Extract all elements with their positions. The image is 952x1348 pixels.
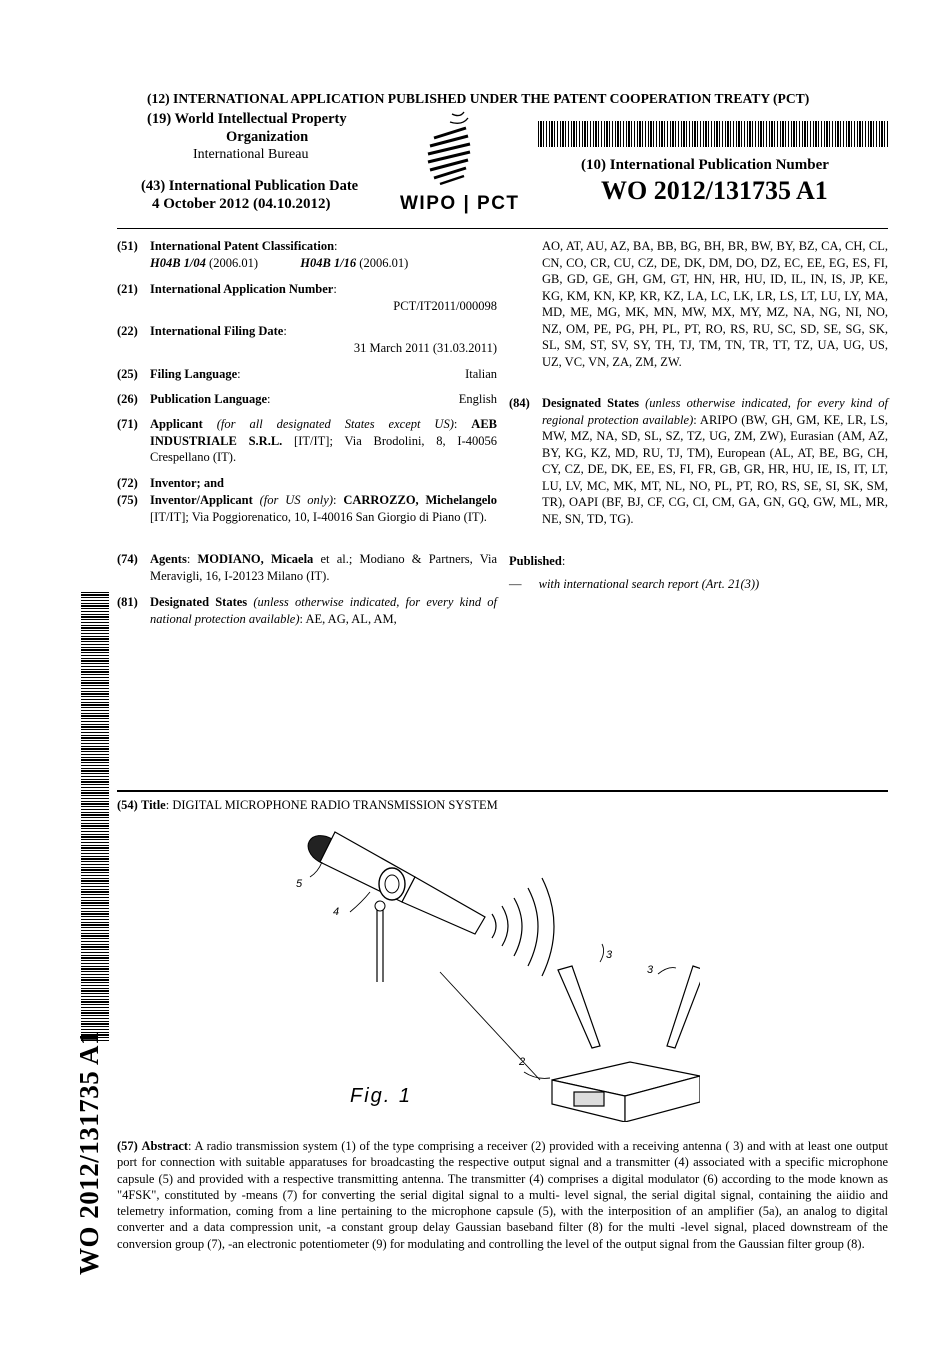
pub-number-label: (10) International Publication Number [581,157,829,173]
pub-date: 4 October 2012 (04.10.2012) [152,196,331,212]
figure-ref-4: 4 [333,906,340,918]
header-rule [117,228,888,229]
published-entry: — with international search report (Art. 21(3)) [509,577,760,591]
figure-label: Fig. 1 [350,1085,413,1107]
wipo-org-name-2: Organization [226,129,309,145]
bureau-label: International Bureau [193,147,309,162]
figure-ref-3b: 3 [647,964,654,976]
field-26: (26) Publication Language: English [117,392,497,406]
title-field: (54) Title: DIGITAL MICROPHONE RADIO TRANSMISSION SYSTEM [117,798,498,812]
antenna-icon [558,966,700,1048]
figure-ref-5: 5 [296,878,303,890]
barcode-horizontal [538,121,888,147]
field-74: (74) Agents: MODIANO, Micaela et al.; Modiano & Partners, Via Meravigli, 16, I-20123 Milano (IT). [117,552,498,583]
field-51: (51) International Patent Classification: H04B 1/04 (2006.01) H04B 1/16 (2006.01) [117,239,409,270]
wipo-org-name-1: (19) World Intellectual Property [147,111,347,127]
figure-drawing [280,822,700,1122]
pub-date-label: (43) International Publication Date [141,178,359,194]
title-rule [117,790,888,792]
pub-number: WO 2012/131735 A1 [601,176,828,205]
field-81-continued: AO, AT, AU, AZ, BA, BB, BG, BH, BR, BW, BY, BZ, CA, CH, CL, CN, CO, CR, CU, CZ, DE, DK, DM, DO, DZ, EC, EE, EG, ES, FI, GB, GD, GE, GH, GM, GT, HN, HR, HU, ID, IL, IN, IS, JP, KE, KG, KM, KN, KP, KR, KZ, LA, LC, LK, LR, LS, LT, LU, LY, MA, MD, ME, MG, MK, MN, MW, MX, MY, MZ, NA, NG, NI, NO, NZ, OM, PE, PG, PH, PL, PT, RO, RS, RU, SC, SD, SE, SG, SK, SL, SM, ST, SV, SY, TH, TJ, TM, TN, TR, TT, TZ, UA, UG, US, UZ, VC, VN, ZA, ZM, ZW. [542,239,888,369]
receiver-icon [552,1062,700,1122]
published-heading: Published: [509,554,566,568]
side-pub-number: WO 2012/131735 A1 [74,1030,104,1275]
wipo-pct-logo-text: WIPO | PCT [400,193,520,214]
field-84: (84) Designated States (unless otherwise indicated, for every kind of regional protection available): ARIPO (BW, GH, GM, KE, LR, LS, MW, MZ, NA, SD, SL, SZ, TZ, UG, ZM, ZW), Eurasian (AM, AZ, BY, KG, KZ, MD, RU, TJ, TM), European (AL, AT, BE, BG, CH, CY, CZ, DE, DK, EE, ES, FI, FR, GB, GR, HR, HU, IE, IS, IT, LT, LU, LV, MC, MK, MT, NL, NO, PL, PT, RO, RS, SE, SI, SK, SM, TR), OAPI (BF, BJ, CF, CG, CI, CM, GA, GN, GQ, GW, ML, MR, NE, SN, TD, TG). [509,396,888,526]
field-25: (25) Filing Language: Italian [117,367,497,381]
wipo-logo-icon [420,108,480,188]
abstract: (57) Abstract: A radio transmission system (1) of the type comprising a receiver (2) provided with a receiving antenna ( 3) and with at least one output port for connection with suitable apparatuses for broadcasting the respective output signal and a transmitter (4) associated with a specific microphone capsule (5) and provided with a respective transmitting antenna. The transmitter (4) comprises a digital modulator (6) according to the mode known as "4FSK", constituted by -means (7) for converting the serial digital signal to a multi- level signal, the serial digital signal, containing the aiidio and telemetry information, coming from a line pertaining to the microphone capsule (5), with the interposition of an amplifier (5a), an analog to digital converter and a data compression unit, -a constant group delay Gaussian baseband filter (8) for the multi -level signal, placed downstream of the conversion group (7), -an electronic potentiometer (9) for modulating and controlling the level of the output signal from the Gaussian filter group (8). [117,1139,888,1251]
field-81: (81) Designated States (unless otherwise indicated, for every kind of national protection available): AE, AG, AL, AM, [117,595,497,626]
field-22: (22) International Filing Date: 31 March 2011 (31.03.2011) [117,324,497,355]
radio-waves-icon [492,878,554,976]
field-72: (72) Inventor; and [117,476,224,490]
figure-ref-2: 2 [519,1056,526,1068]
figure-ref-3a: 3 [606,949,613,961]
field-21: (21) International Application Number: PCT/IT2011/000098 [117,282,497,313]
pct-heading: (12) INTERNATIONAL APPLICATION PUBLISHED UNDER THE PATENT COOPERATION TREATY (PCT) [147,91,810,106]
field-75: (75) Inventor/Applicant (for US only): CARROZZO, Michelangelo [IT/IT]; Via Poggiorenatico, 10, I-40016 San Giorgio di Piano (IT). [117,493,498,524]
microphone-icon [303,830,485,982]
barcode-vertical [81,592,109,1042]
field-71: (71) Applicant (for all designated States except US): AEB INDUSTRIALE S.R.L. [IT/IT]; Via Brodolini, 8, I-40056 Crespellano (IT). [117,417,498,464]
